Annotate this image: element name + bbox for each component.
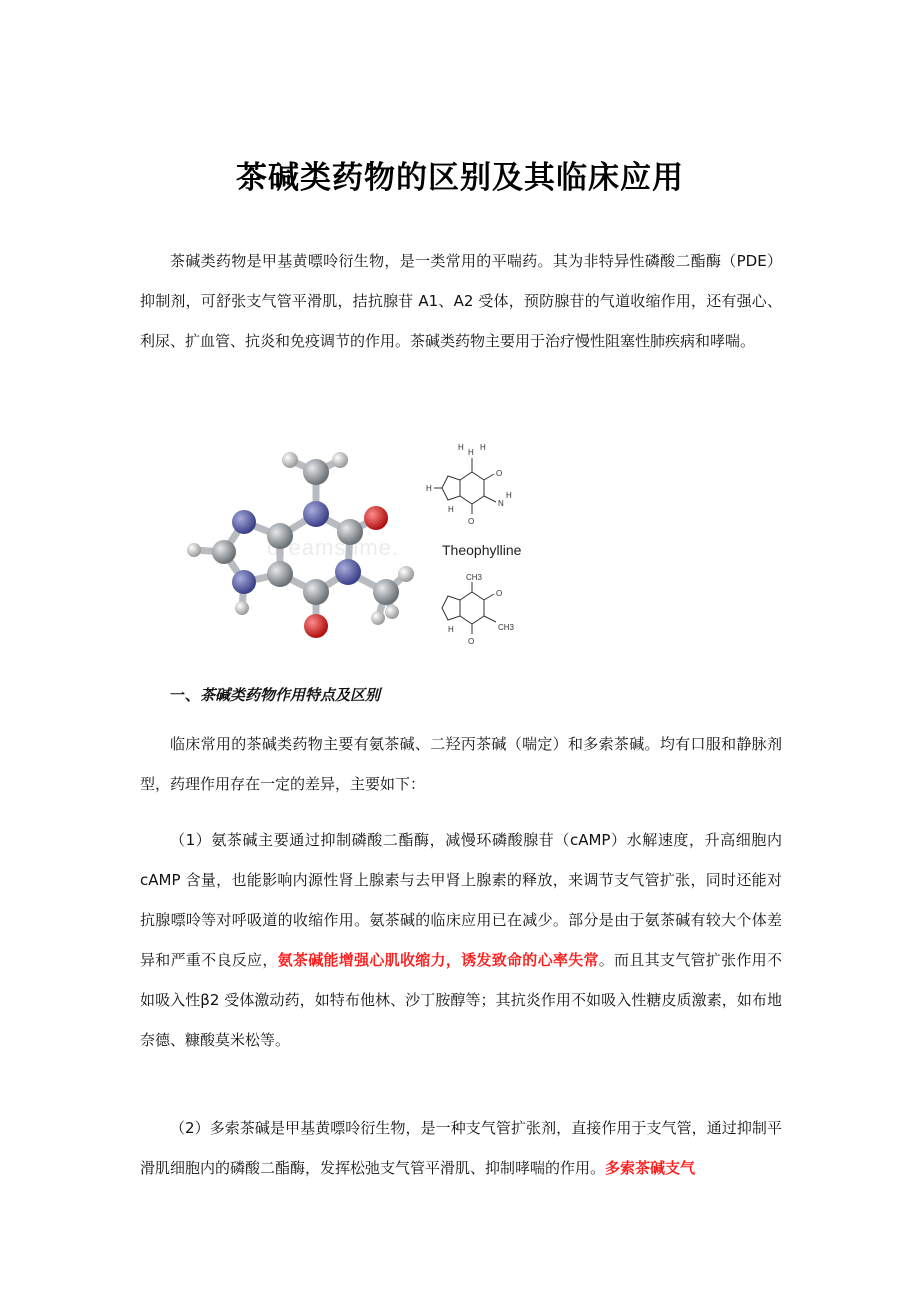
paragraph-2-text-b: 。而且其支气管扩张作用不如吸入性β2 受体激动药，如特布他林、沙丁胺醇等；其抗炎作用不如吸入性糖皮质激素，如布地奈德、糠酸莫米松等。 [140, 951, 782, 1049]
svg-text:H: H [506, 491, 512, 500]
svg-text:H: H [458, 443, 464, 452]
skeletal-bottom-labels [448, 573, 515, 646]
paragraph-2-text-a: （1）氨茶碱主要通过抑制磷酸二酯酶，减慢环磷酸腺苷（cAMP）水解速度，升高细胞内 cAMP 含量，也能影响内源性肾上腺素与去甲肾上腺素的释放，来调节支气管扩张，同时还能对抗腺嘌呤等对呼吸道的收缩作用。氨茶碱的临床应用已在减少。部分是由于氨茶碱有较大个体差异和严重不良反应， [140, 831, 782, 969]
svg-text:O: O [496, 589, 503, 598]
svg-text:H: H [480, 443, 486, 452]
svg-text:CH3: CH3 [466, 573, 483, 582]
section-heading [170, 684, 380, 705]
paragraph-3 [140, 1108, 782, 1188]
section-title: 茶碱类药物作用特点及区别 [200, 686, 381, 704]
paragraph-2-highlight: 氨茶碱能增强心肌收缩力，诱发致命的心率失常 [277, 951, 599, 969]
paragraph-3-text-a: （2）多索茶碱是甲基黄嘌呤衍生物，是一种支气管扩张剂，直接作用于支气管，通过抑制平滑肌细胞内的磷酸二酯酶，发挥松弛支气管平滑肌、抑制哮喘的作用。 [140, 1119, 782, 1177]
figure-label: Theophylline [442, 542, 522, 558]
svg-text:H: H [426, 484, 432, 493]
svg-text:H: H [448, 625, 454, 634]
paragraph-2 [140, 820, 782, 1060]
svg-text:H: H [448, 505, 454, 514]
svg-text:H: H [468, 448, 474, 457]
svg-text:N: N [498, 499, 504, 508]
svg-text:O: O [468, 517, 475, 526]
svg-text:O: O [468, 637, 475, 646]
paragraph-1: 临床常用的茶碱类药物主要有氨茶碱、二羟丙茶碱（喘定）和多索茶碱。均有口服和静脉剂型，药理作用存在一定的差异，主要如下： [140, 735, 782, 793]
section-prefix: 一、 [170, 686, 201, 704]
paragraph-3-highlight: 多索茶碱支气 [605, 1159, 696, 1177]
theophylline-figure [172, 440, 552, 662]
page-title: 茶碱类药物的区别及其临床应用 [236, 160, 684, 196]
skeletal-formula-top [434, 458, 496, 514]
svg-text:O: O [496, 469, 503, 478]
intro-paragraph: 茶碱类药物是甲基黄嘌呤衍生物，是一类常用的平喘药。其为非特异性磷酸二酯酶（PDE）抑制剂，可舒张支气管平滑肌，拮抗腺苷 A1、A2 受体，预防腺苷的气道收缩作用，还有强心、利尿、扩血管、抗炎和免疫调节的作用。茶碱类药物主要用于治疗慢性阻塞性肺疾病和哮喘。 [140, 252, 782, 350]
svg-text:CH3: CH3 [498, 623, 515, 632]
watermark-text: dreamstime. [267, 535, 400, 560]
skeletal-top-labels [426, 443, 512, 526]
